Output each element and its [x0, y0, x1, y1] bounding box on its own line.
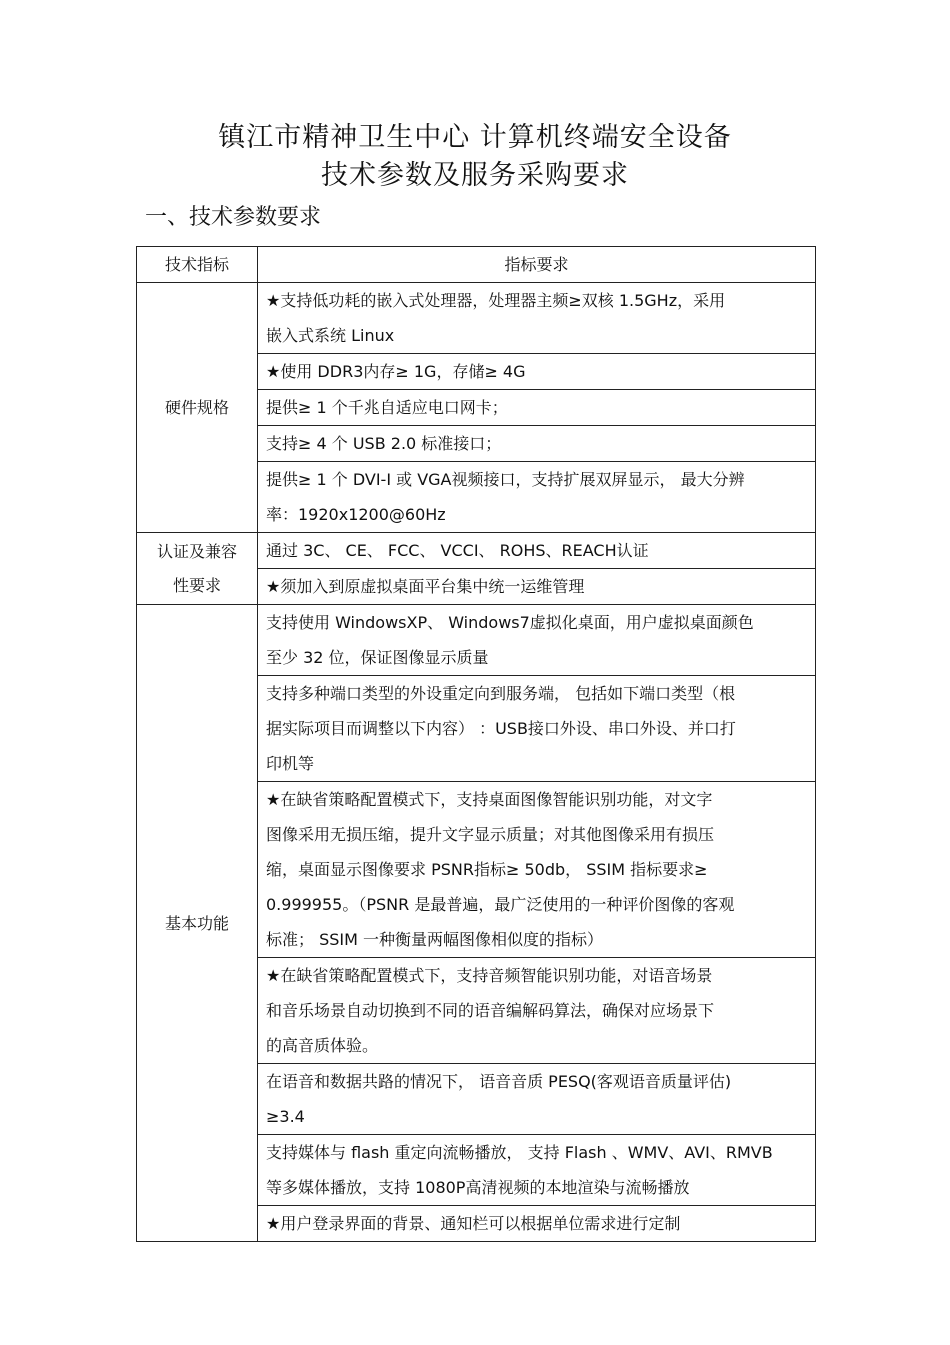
category-line: 性要求 — [172, 575, 221, 595]
table-row — [137, 283, 816, 354]
requirement-cell — [258, 283, 816, 354]
requirement-line: 在语音和数据共路的情况下， 语音音质 PESQ(客观语音质量评估) — [266, 1072, 732, 1091]
requirement-line: ≥3.4 — [266, 1107, 305, 1126]
requirement-cell — [258, 676, 816, 782]
document-title-line1: 镇江市精神卫生中心 计算机终端安全设备 — [218, 122, 732, 153]
category-basic-functions: 基本功能 — [137, 605, 258, 1242]
section-heading: 一、技术参数要求 — [145, 205, 322, 230]
requirement-line: 和音乐场景自动切换到不同的语音编解码算法，确保对应场景下 — [266, 1001, 715, 1020]
requirement-line: ★使用 DDR3内存≥ 1G，存储≥ 4G — [266, 362, 526, 381]
requirement-line: 支持使用 WindowsXP、 Windows7虚拟化桌面，用户虚拟桌面颜色 — [266, 613, 754, 632]
requirement-line: 的高音质体验。 — [266, 1036, 379, 1055]
requirement-line: 支持≥ 4 个 USB 2.0 标准接口； — [266, 434, 502, 453]
table-header-row — [137, 247, 816, 283]
requirement-line: 率：1920x1200@60Hz — [266, 505, 446, 524]
requirement-line: 印机等 — [266, 754, 315, 773]
requirement-cell — [258, 533, 816, 569]
requirement-line: 提供≥ 1 个 DVI-I 或 VGA视频接口，支持扩展双屏显示， 最大分辨 — [266, 470, 745, 489]
requirement-line: 支持媒体与 flash 重定向流畅播放， 支持 Flash 、WMV、AVI、RMVB — [266, 1143, 773, 1162]
requirement-line: 支持多种端口类型的外设重定向到服务端， 包括如下端口类型（根 — [266, 684, 736, 703]
requirement-line: 缩，桌面显示图像要求 PSNR指标≥ 50db， SSIM 指标要求≥ — [266, 860, 708, 879]
requirement-line: 通过 3C、 CE、 FCC、 VCCI、 ROHS、REACH认证 — [266, 541, 649, 560]
table-row — [137, 533, 816, 569]
requirement-line: 嵌入式系统 Linux — [266, 326, 395, 345]
requirement-cell — [258, 782, 816, 958]
requirement-cell — [258, 354, 816, 390]
requirement-line: ★在缺省策略配置模式下，支持桌面图像智能识别功能，对文字 — [266, 790, 713, 809]
requirement-line: 0.999955。（PSNR 是最普遍，最广泛使用的一种评价图像的客观 — [266, 895, 735, 914]
requirement-line: 据实际项目而调整以下内容） ：USB接口外设、串口外设、并口打 — [266, 719, 736, 738]
requirement-cell — [258, 426, 816, 462]
spec-table — [136, 246, 816, 1242]
document-title-line2: 技术参数及服务采购要求 — [321, 160, 629, 191]
requirement-cell — [258, 605, 816, 676]
requirement-cell — [258, 958, 816, 1064]
requirement-cell — [258, 390, 816, 426]
category-line: 认证及兼容 — [156, 541, 237, 561]
requirement-cell — [258, 1135, 816, 1206]
requirement-cell — [258, 569, 816, 605]
requirement-cell — [258, 1064, 816, 1135]
requirement-line: 标准； SSIM 一种衡量两幅图像相似度的指标） — [266, 930, 604, 949]
requirement-line: 至少 32 位，保证图像显示质量 — [266, 648, 489, 667]
requirement-line: 提供≥ 1 个千兆自适应电口网卡； — [266, 398, 508, 417]
requirement-cell — [258, 1206, 816, 1242]
requirement-line: 等多媒体播放，支持 1080P高清视频的本地渲染与流畅播放 — [266, 1178, 690, 1197]
requirement-line: 图像采用无损压缩，提升文字显示质量；对其他图像采用有损压 — [266, 825, 715, 844]
requirement-line: ★用户登录界面的背景、通知栏可以根据单位需求进行定制 — [266, 1214, 681, 1233]
table-row — [137, 605, 816, 676]
category-hardware: 硬件规格 — [137, 283, 258, 533]
category-certification — [137, 533, 258, 605]
header-indicator: 技术指标 — [137, 247, 258, 283]
requirement-line: ★在缺省策略配置模式下，支持音频智能识别功能，对语音场景 — [266, 966, 713, 985]
requirement-cell — [258, 462, 816, 533]
requirement-line: ★支持低功耗的嵌入式处理器，处理器主频≥双核 1.5GHz，采用 — [266, 291, 726, 310]
requirement-line: ★须加入到原虚拟桌面平台集中统一运维管理 — [266, 577, 585, 596]
header-requirement: 指标要求 — [258, 247, 816, 283]
